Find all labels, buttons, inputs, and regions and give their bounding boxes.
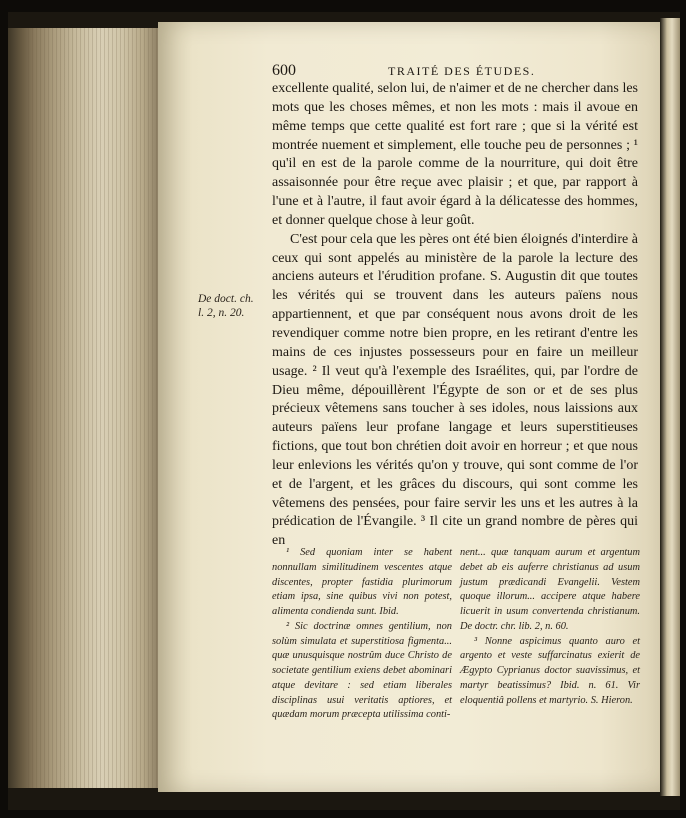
running-title: TRAITÉ DES ÉTUDES. [388,64,536,78]
footnote: ² Sic doctrinæ omnes gentilium, non solùm simulata et superstitiosa figmenta... quæ unusquisque nostrûm duce Christo de societate gentilium exiens debet abominari atque devitare : sed etiam liberales disciplinas usui veritatis aptiores, et quædam morum præcepta utilissima conti- [272,620,452,721]
margin-note-line: l. 2, n. 20. [198,306,245,319]
page-number: 600 [272,62,296,79]
footnote: ¹ Sed quoniam inter se habent nonnullam similitudinem vescentes atque discentes, propter fastidia plurimorum etiam ipsa, sine quibus vivi non potest, alimenta condienda sunt. Ibid. [272,547,452,617]
footnote-continuation: nent... quæ tanquam aurum et argentum debet ab eis auferre christianus ad usum justum prædicandi Evangelii. Vestem quoque illorum... accipere atque habere licuerit in usum convertenda christianum. De doctr. chr. lib. 2, n. 60. [460,547,640,632]
paragraph: C'est pour cela que les pères ont été bien éloignés d'interdire à ceux qui sont appelés au ministère de la parole la lecture des anciens auteurs et l'érudition profane. S. Augustin dit que toutes les vérités qui se trouvent dans les auteurs païens nous appartiennent, et que par conséquent nous avons droit de les revendiquer comme notre bien propre, en les retirant d'entre les mains de ces injustes possesseurs pour en faire un meilleur usage. ² Il veut qu'à l'exemple des Israélites, qui, par l'ordre de Dieu même, dépouillèrent l'Égypte de son or et de ses plus précieux vêtemens sans toucher à ses idoles, nous laissions aux auteurs païens leur profane langage et leurs superstitieuses fictions, que tout bon chrétien doit avoir en horreur ; et que nous leur enlevions les vérités qu'on y trouve, qui sont comme de l'or et de l'argent, et les grâces du discours, qui sont comme les vêtemens des pensées, pour faire servir les uns et les autres à la prédication de l'Évangile. ³ Il cite un grand nombre de pères qui en [272,231,638,549]
footnote: ³ Nonne aspicimus quanto auro et argento et veste suffarcinatus exierit de Ægypto Cyprianus doctor suavissimus, et martyr beatissimus? Ibid. n. 61. Vir eloquentiâ pollens et martyrio. S. Hieron. [460,635,640,706]
facing-page-edge [660,18,680,796]
footnotes-right-column [460,546,640,708]
main-text [272,80,638,551]
margin-note [198,293,272,320]
page-edges-texture [28,28,166,788]
page-header [272,62,638,80]
footnotes-left-column [272,546,452,723]
paragraph: excellente qualité, selon lui, de n'aimer et de ne chercher dans les mots que les choses mêmes, et non les mots : mais il avoue en même temps que cette qualité est fort rare ; que si la vérité est montrée nuement et simplement, elle touche peu de personnes ; ¹ qu'il en est de la parole comme de la nourriture, qui doit être assaisonnée pour être reçue avec plaisir ; et que, par rapport à l'une et à l'autre, il faut avoir égard à la délicatesse des hommes, et donner quelque chose à leur goût. [272,81,638,228]
margin-note-line: De doct. ch. [198,293,254,305]
